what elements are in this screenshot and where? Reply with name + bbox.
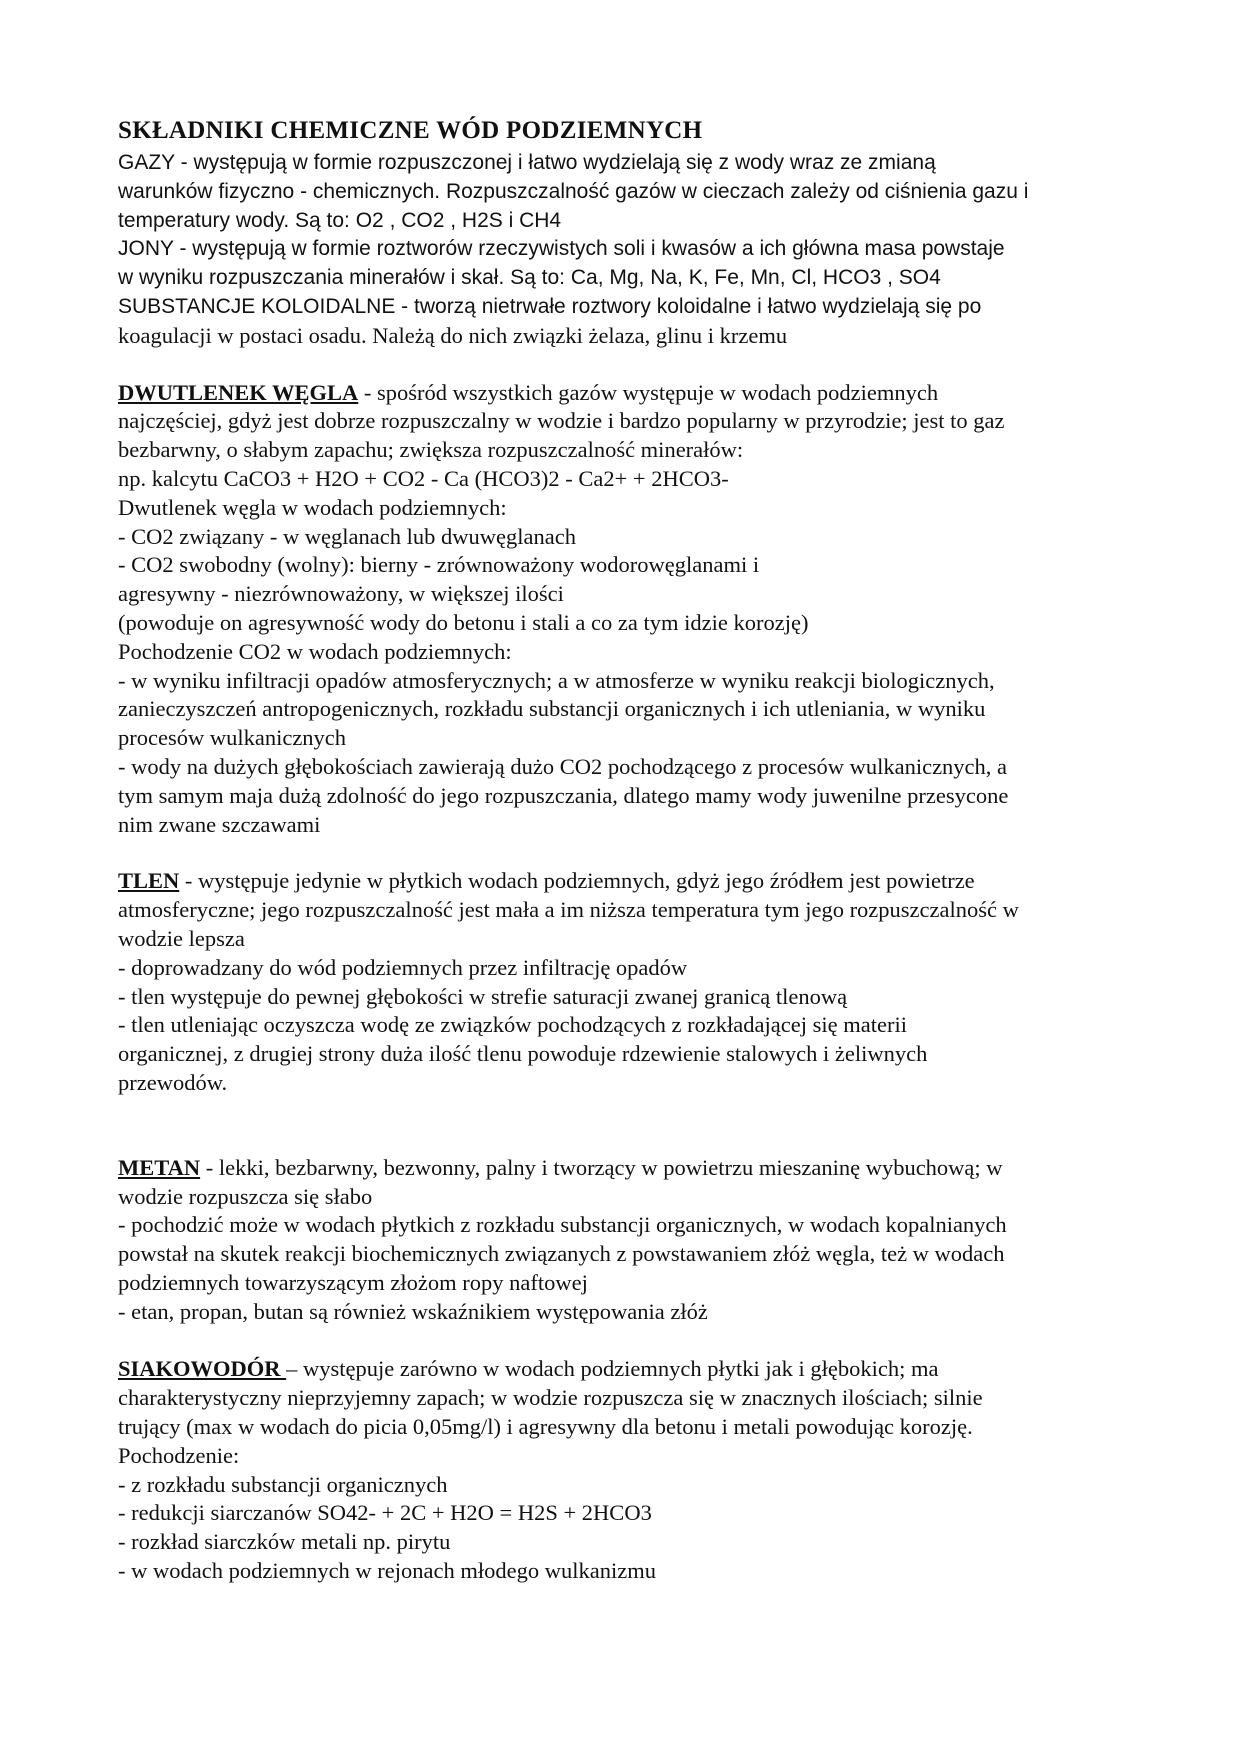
section-metan (118, 1154, 1138, 1327)
text-line: - doprowadzany do wód podziemnych przez infiltrację opadów (118, 954, 688, 980)
text-line: (powoduje on agresywność wody do betonu i stali a co za tym idzie korozję) (118, 609, 809, 635)
section-first-line (118, 1355, 1138, 1384)
text-line: JONY - występują w formie roztworów rzeczywistych soli i kwasów a ich główna masa powstaje (118, 237, 1005, 261)
text-line: tym samym maja dużą zdolność do jego rozpuszczania, dlatego mamy wody juwenilne przesycone (118, 782, 1009, 808)
text-line: przewodów. (118, 1069, 228, 1095)
section-co2 (118, 379, 1138, 840)
document-title: SKŁADNIKI CHEMICZNE WÓD PODZIEMNYCH (118, 117, 703, 144)
intro-gazy (118, 149, 1138, 235)
section-heading: SIAKOWODÓR (118, 1356, 287, 1382)
text-line: - w wodach podziemnych w rejonach młodego wulkanizmu (118, 1558, 656, 1584)
text-fragment: - spośród wszystkich gazów występuje w wodach podziemnych (358, 379, 939, 405)
text-line: - CO2 swobodny (wolny): bierny - zrównoważony wodorowęglanami i (118, 552, 760, 578)
text-line: wodzie lepsza (118, 925, 245, 951)
text-line: koagulacji w postaci osadu. Należą do nich związki żelaza, glinu i krzemu (118, 322, 788, 348)
section-heading: METAN (118, 1154, 201, 1180)
text-line: bezbarwny, o słabym zapachu; zwiększa rozpuszczalność minerałów: (118, 437, 744, 463)
intro-koloidy (118, 293, 1138, 351)
text-line: atmosferyczne; jego rozpuszczalność jest mała a im niższa temperatura tym jego rozpuszczalność w (118, 897, 1019, 923)
text-line: wodzie rozpuszcza się słabo (118, 1183, 373, 1209)
text-line: Dwutlenek węgla w wodach podziemnych: (118, 494, 507, 520)
text-line: Pochodzenie CO2 w wodach podziemnych: (118, 638, 512, 664)
text-line: GAZY - występują w formie rozpuszczonej i łatwo wydzielają się z wody wraz ze zmianą (118, 151, 936, 174)
text-line: Pochodzenie: (118, 1442, 240, 1468)
text-line: warunków fizyczno - chemicznych. Rozpuszczalność gazów w cieczach zależy od ciśnienia gazu i (118, 179, 1029, 203)
text-line: - w wyniku infiltracji opadów atmosferycznych; a w atmosferze w wyniku reakcji biologicznych, (118, 667, 995, 693)
text-line: SUBSTANCJE KOLOIDALNE - tworzą nietrwałe roztwory koloidalne i łatwo wydzielają się po (118, 294, 982, 318)
section-first-line (118, 379, 1138, 408)
text-line: zanieczyszczeń antropogenicznych, rozkładu substancji organicznych i ich utleniania, w wyniku (118, 696, 986, 722)
intro-jony (118, 235, 1138, 293)
text-line: - CO2 związany - w węglanach lub dwuwęglanach (118, 523, 576, 549)
text-line: temperatury wody. Są to: O2 , CO2 , H2S i CH4 (118, 208, 562, 232)
text-line: agresywny - niezrównoważony, w większej ilości (118, 581, 564, 607)
section-first-line (118, 1154, 1138, 1183)
document-body (118, 115, 1138, 1586)
section-h2s (118, 1355, 1138, 1585)
text-fragment: - lekki, bezbarwny, bezwonny, palny i tworzący w powietrzu mieszaninę wybuchową; w (200, 1154, 1003, 1180)
text-line: np. kalcytu CaCO3 + H2O + CO2 - Ca (HCO3)2 - Ca2+ + 2HCO3- (118, 465, 729, 491)
text-fragment: - występuje jedynie w płytkich wodach podziemnych, gdyż jego źródłem jest powietrze (179, 868, 975, 894)
text-line: - z rozkładu substancji organicznych (118, 1471, 448, 1497)
text-line: charakterystyczny nieprzyjemny zapach; w wodzie rozpuszcza się w znacznych ilościach; silnie (118, 1385, 983, 1411)
section-heading: TLEN (118, 868, 180, 894)
text-line: najczęściej, gdyż jest dobrze rozpuszczalny w wodzie i bardzo popularny w przyrodzie; jest to gaz (118, 408, 1005, 434)
text-line: - tlen występuje do pewnej głębokości w strefie saturacji zwanej granicą tlenową (118, 983, 848, 1009)
section-first-line (118, 867, 1138, 896)
text-line: nim zwane szczawami (118, 811, 321, 837)
text-line: organicznej, z drugiej strony duża ilość tlenu powoduje rdzewienie stalowych i żeliwnych (118, 1041, 928, 1067)
text-line: podziemnych towarzyszącym złożom ropy naftowej (118, 1269, 588, 1295)
text-line: procesów wulkanicznych (118, 725, 347, 751)
text-line: - pochodzić może w wodach płytkich z rozkładu substancji organicznych, w wodach kopalnianych (118, 1212, 1007, 1238)
text-line: - tlen utleniając oczyszcza wodę ze związków pochodzących z rozkładającej się materii (118, 1012, 907, 1038)
text-line: - wody na dużych głębokościach zawierają dużo CO2 pochodzącego z procesów wulkanicznych, a (118, 753, 1008, 779)
section-tlen (118, 867, 1138, 1097)
text-fragment: – występuje zarówno w wodach podziemnych płytki jak i głębokich; ma (286, 1356, 939, 1382)
text-line: powstał na skutek reakcji biochemicznych związanych z powstawaniem złóż węgla, też w wodach (118, 1241, 1005, 1267)
text-line: trujący (max w wodach do picia 0,05mg/l) i agresywny dla betonu i metali powodując korozję. (118, 1414, 973, 1440)
section-heading: DWUTLENEK WĘGLA (118, 379, 359, 405)
text-line: - etan, propan, butan są również wskaźnikiem występowania złóż (118, 1298, 708, 1324)
text-line: - redukcji siarczanów SO42- + 2C + H2O = H2S + 2HCO3 (118, 1500, 652, 1526)
text-line: w wyniku rozpuszczania minerałów i skał. Są to: Ca, Mg, Na, K, Fe, Mn, Cl, HCO3 , SO4 (118, 266, 941, 290)
text-line: - rozkład siarczków metali np. pirytu (118, 1529, 451, 1555)
